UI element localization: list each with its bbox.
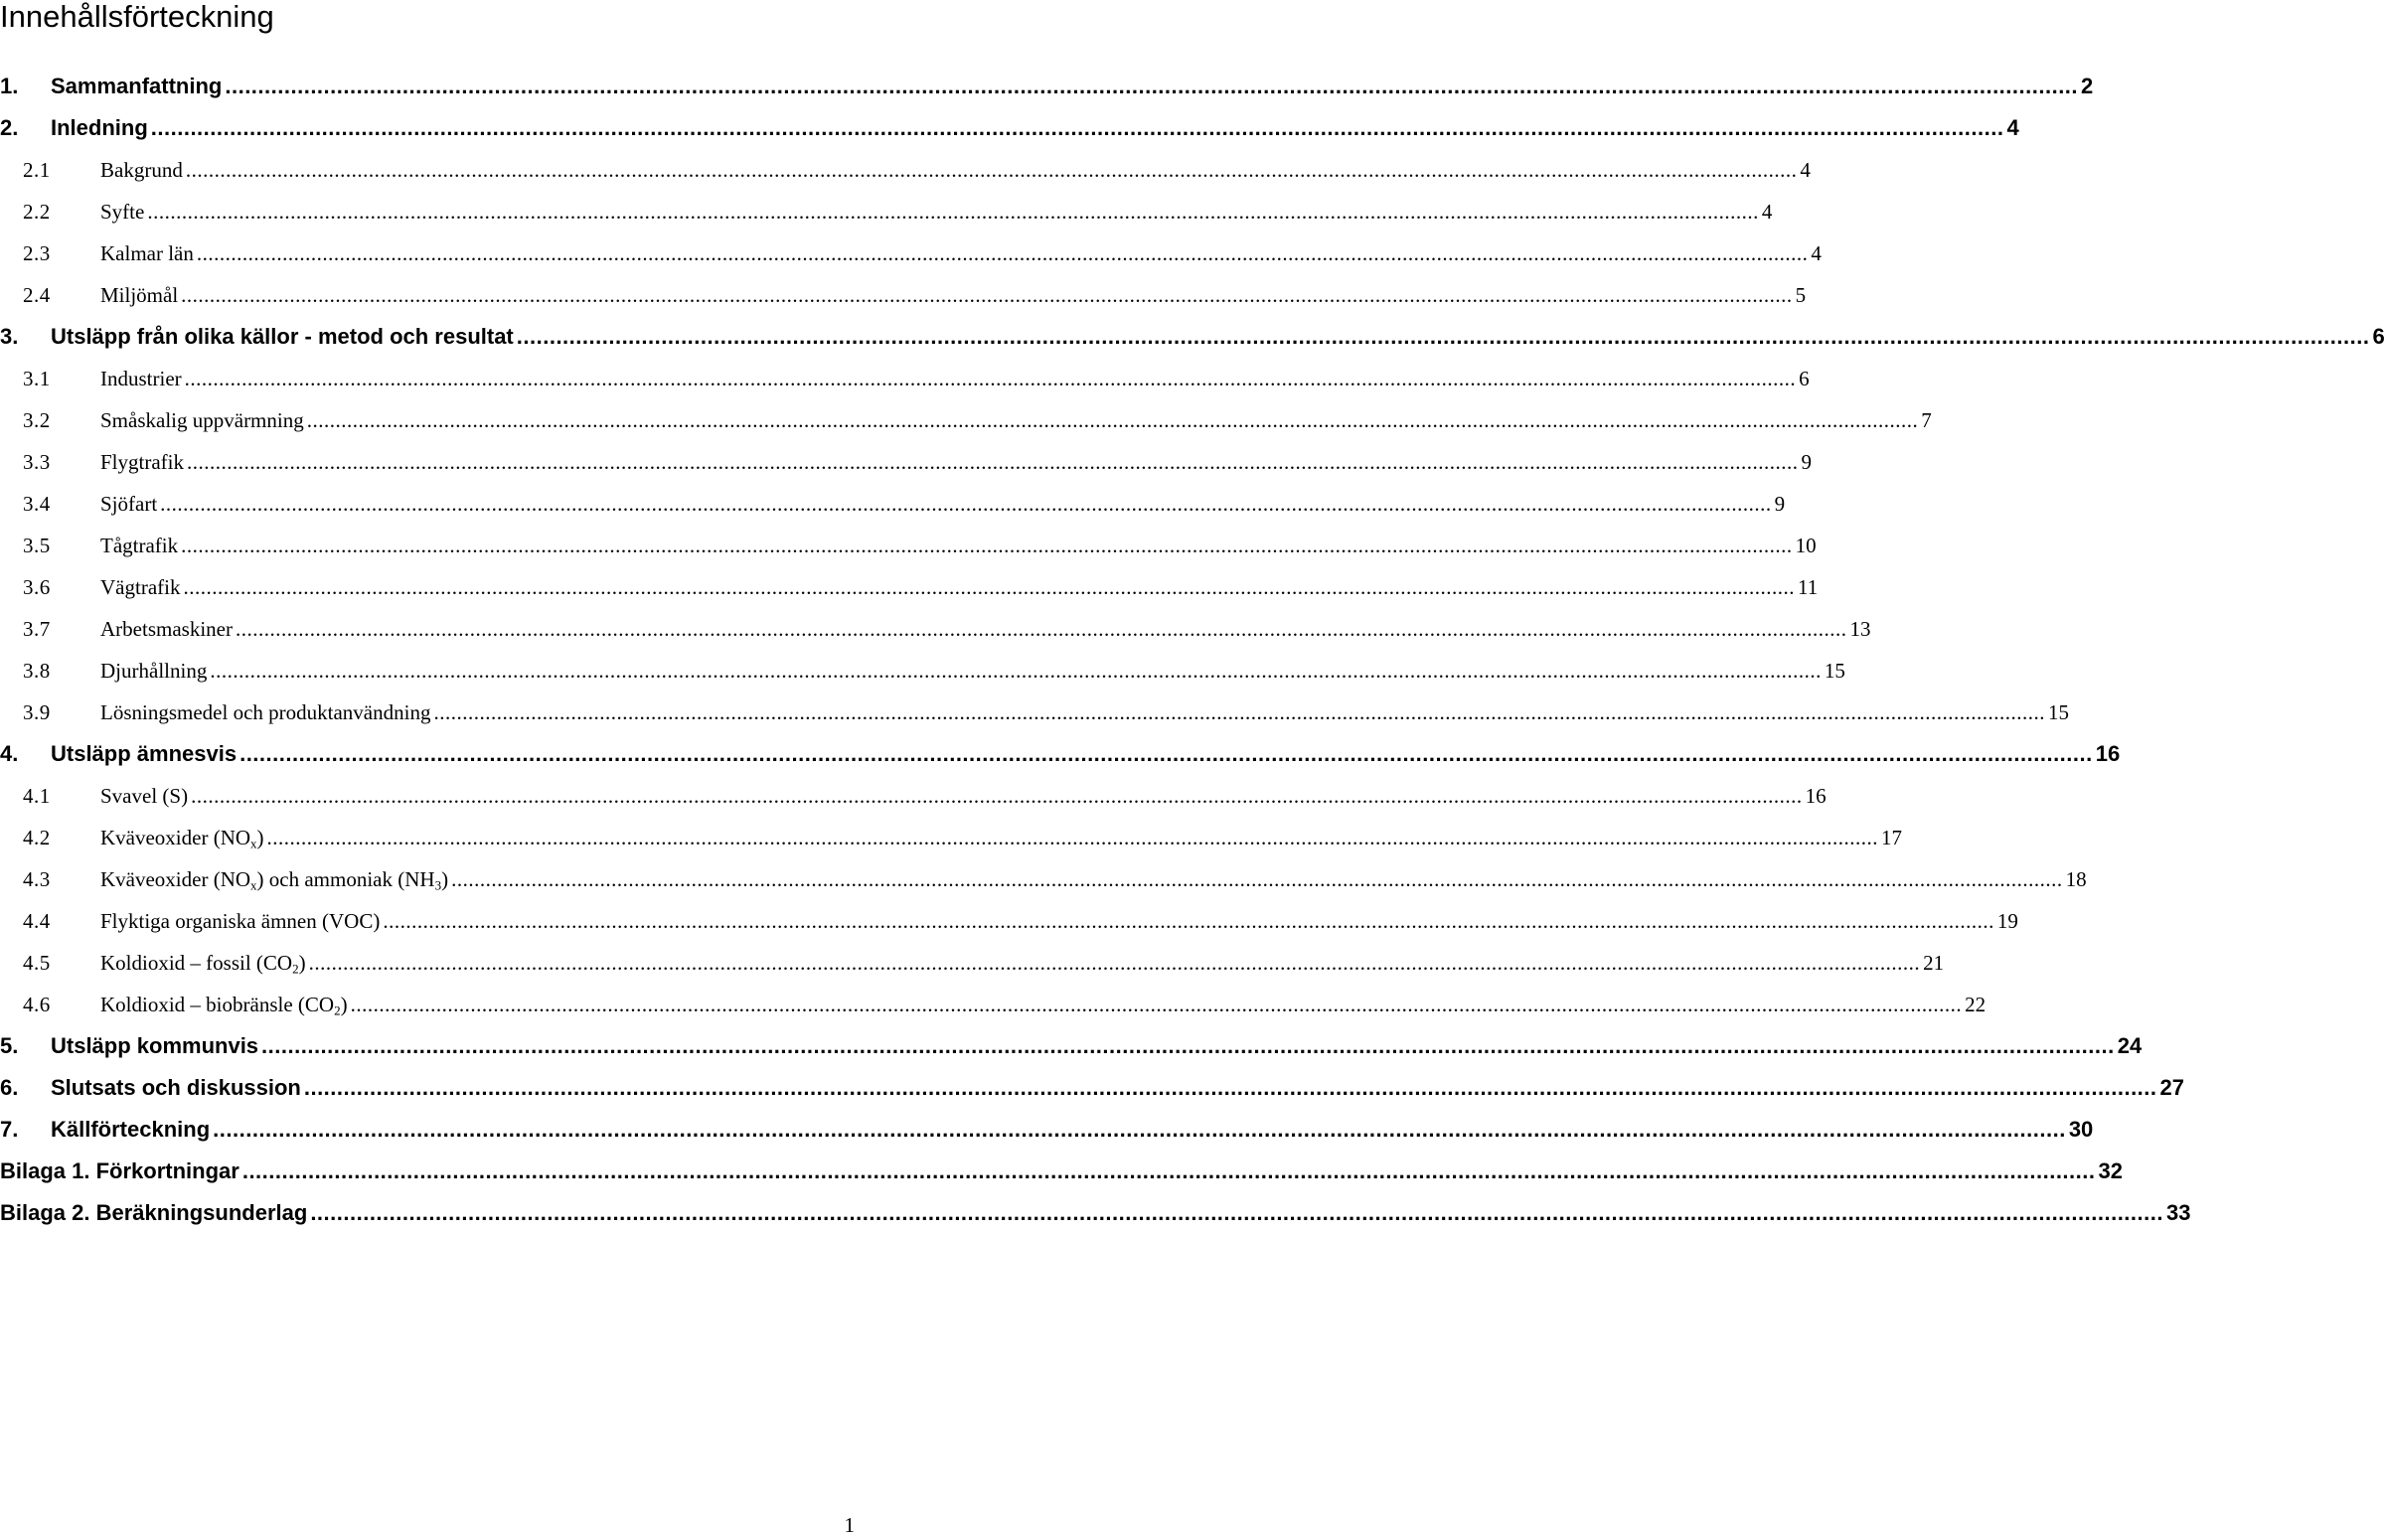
toc-entry-bakgrund[interactable]	[0, 141, 1811, 183]
toc-entry-tagtrafik[interactable]	[0, 517, 1817, 558]
toc-entry-utslapp-kallor[interactable]	[0, 308, 2385, 350]
toc-entry-slutsats[interactable]	[0, 1059, 2184, 1101]
toc-leader-dots: ..........................................................................................................................................................................................................................................................................................	[181, 283, 1793, 307]
table-of-contents	[0, 58, 2385, 1226]
toc-leader-dots: ..........................................................................................................................................................................................................................................................................................	[150, 115, 2004, 140]
toc-entry-voc[interactable]	[0, 892, 2018, 934]
toc-entry-sjofart[interactable]	[0, 475, 1786, 517]
toc-entry-page: 27	[2159, 1075, 2184, 1100]
toc-entry-label: Arbetsmaskiner	[100, 617, 233, 641]
toc-entry-page: 22	[1965, 993, 1987, 1016]
toc-entry-koldioxid-fossil[interactable]	[0, 934, 1945, 977]
toc-entry-label: Industrier	[100, 367, 182, 390]
toc-entry-page: 15	[1824, 659, 1845, 683]
toc-leader-dots: ..........................................................................................................................................................................................................................................................................................	[261, 1033, 2115, 1058]
toc-entry-page: 19	[1996, 909, 2018, 933]
toc-leader-dots: ..........................................................................................................................................................................................................................................................................................	[310, 1200, 2163, 1225]
toc-entry-page: 6	[1799, 367, 1810, 390]
toc-entry-page: 6	[2372, 324, 2385, 349]
toc-entry-bilaga-2[interactable]	[0, 1184, 2191, 1226]
toc-entry-label	[100, 951, 306, 976]
toc-entry-number: 4.6	[23, 993, 51, 1016]
toc-entry-number: 7.	[0, 1117, 19, 1142]
toc-entry-label: Utsläpp kommunvis	[51, 1033, 259, 1058]
toc-entry-label: Lösningsmedel och produktanvändning	[100, 700, 431, 724]
toc-entry-page: 9	[1774, 492, 1786, 516]
toc-leader-dots: ..........................................................................................................................................................................................................................................................................................	[350, 993, 1963, 1016]
toc-entry-page: 11	[1797, 575, 1819, 599]
toc-entry-label: Utsläpp från olika källor - metod och resultat	[51, 324, 514, 349]
toc-entry-label: Sjöfart	[100, 492, 158, 516]
toc-entry-number: 4.5	[23, 951, 51, 975]
toc-entry-kvaveoxider-ammoniak[interactable]	[0, 850, 2087, 893]
toc-entry-industrier[interactable]	[0, 350, 1810, 391]
toc-entry-number: 4.1	[23, 784, 51, 808]
label-subscript: x	[250, 836, 257, 851]
toc-entry-page: 24	[2117, 1033, 2143, 1058]
toc-entry-page: 17	[1881, 826, 1903, 849]
toc-entry-label: Bilaga 2. Beräkningsunderlag	[0, 1200, 308, 1225]
toc-leader-dots: ..........................................................................................................................................................................................................................................................................................	[308, 951, 1921, 975]
toc-leader-dots: ..........................................................................................................................................................................................................................................................................................	[235, 617, 1847, 641]
toc-entry-page: 2	[2081, 74, 2094, 98]
toc-leader-dots: ..........................................................................................................................................................................................................................................................................................	[181, 534, 1793, 557]
toc-entry-number: 2.1	[23, 158, 51, 182]
toc-entry-kalmar-lan[interactable]	[0, 225, 1822, 266]
label-part: Kväveoxider (NO	[100, 826, 251, 849]
label-part: Kväveoxider (NO	[100, 867, 251, 891]
toc-entry-label: Flygtrafik	[100, 450, 184, 474]
toc-entry-number: 3.3	[23, 450, 51, 474]
toc-leader-dots: ..........................................................................................................................................................................................................................................................................................	[516, 324, 2370, 349]
toc-entry-page: 30	[2068, 1117, 2094, 1142]
toc-entry-number: 3.9	[23, 700, 51, 724]
label-part: )	[340, 993, 348, 1016]
toc-entry-flygtrafik[interactable]	[0, 433, 1812, 475]
toc-entry-label: Miljömål	[100, 283, 179, 307]
toc-entry-number: 3.4	[23, 492, 51, 516]
label-part: )	[256, 826, 264, 849]
toc-entry-sammanfattning[interactable]	[0, 58, 2094, 99]
toc-leader-dots: ..........................................................................................................................................................................................................................................................................................	[183, 575, 1795, 599]
label-subscript: 2	[334, 1002, 341, 1018]
toc-entry-label: Bakgrund	[100, 158, 183, 182]
toc-entry-label: Kalmar län	[100, 241, 194, 265]
toc-leader-dots: ..........................................................................................................................................................................................................................................................................................	[266, 826, 1879, 849]
toc-entry-page: 16	[2095, 741, 2121, 766]
label-subscript: 3	[434, 877, 442, 893]
toc-entry-label: Vägtrafik	[100, 575, 181, 599]
toc-entry-number: 2.3	[23, 241, 51, 265]
toc-entry-label: Flyktiga organiska ämnen (VOC)	[100, 909, 381, 933]
toc-entry-page: 10	[1795, 534, 1817, 557]
toc-entry-label	[100, 993, 348, 1017]
toc-entry-utslapp-kommunvis[interactable]	[0, 1017, 2143, 1059]
toc-entry-kvaveoxider[interactable]	[0, 809, 1903, 851]
toc-entry-number: 2.	[0, 115, 19, 140]
toc-entry-label: Sammanfattning	[51, 74, 223, 98]
toc-leader-dots: ..........................................................................................................................................................................................................................................................................................	[187, 450, 1799, 474]
toc-entry-syfte[interactable]	[0, 183, 1773, 225]
toc-entry-page: 4	[1800, 158, 1811, 182]
toc-entry-page: 16	[1805, 784, 1827, 808]
toc-entry-number: 5.	[0, 1033, 19, 1058]
toc-entry-bilaga-1[interactable]	[0, 1143, 2123, 1184]
toc-entry-label	[100, 826, 264, 850]
toc-entry-label	[100, 867, 448, 892]
toc-leader-dots: ..........................................................................................................................................................................................................................................................................................	[306, 408, 1919, 432]
label-part: ) och ammoniak (NH	[256, 867, 435, 891]
toc-entry-arbetsmaskiner[interactable]	[0, 600, 1871, 642]
toc-entry-label: Tågtrafik	[100, 534, 179, 557]
toc-entry-number: 3.7	[23, 617, 51, 641]
toc-entry-page: 7	[1921, 408, 1932, 432]
toc-leader-dots: ..........................................................................................................................................................................................................................................................................................	[160, 492, 1772, 516]
toc-entry-kallforteckning[interactable]	[0, 1101, 2094, 1143]
toc-entry-page: 32	[2098, 1158, 2123, 1183]
toc-entry-page: 4	[2006, 115, 2019, 140]
toc-entry-label: Slutsats och diskussion	[51, 1075, 301, 1100]
toc-entry-number: 3.	[0, 324, 19, 349]
toc-entry-page: 18	[2065, 867, 2087, 891]
toc-entry-losningsmedel[interactable]	[0, 684, 2069, 725]
label-part: Koldioxid – fossil (CO	[100, 951, 293, 975]
toc-entry-page: 33	[2165, 1200, 2191, 1225]
toc-entry-number: 3.5	[23, 534, 51, 557]
toc-entry-label: Djurhållning	[100, 659, 208, 683]
toc-entry-number: 4.	[0, 741, 19, 766]
toc-entry-page: 4	[1761, 200, 1773, 224]
toc-entry-number: 4.3	[23, 867, 51, 891]
toc-entry-utslapp-amnesvis[interactable]	[0, 725, 2121, 767]
toc-entry-number: 1.	[0, 74, 19, 98]
toc-entry-label: Inledning	[51, 115, 148, 140]
toc-entry-label: Källförteckning	[51, 1117, 211, 1142]
toc-entry-number: 3.6	[23, 575, 51, 599]
toc-entry-label: Utsläpp ämnesvis	[51, 741, 238, 766]
label-subscript: 2	[292, 961, 299, 977]
toc-leader-dots: ..........................................................................................................................................................................................................................................................................................	[383, 909, 1994, 933]
toc-entry-koldioxid-biobransle[interactable]	[0, 976, 1987, 1018]
toc-leader-dots: ..........................................................................................................................................................................................................................................................................................	[225, 74, 2079, 98]
toc-entry-page: 21	[1923, 951, 1945, 975]
toc-entry-number: 3.2	[23, 408, 51, 432]
toc-leader-dots: ..........................................................................................................................................................................................................................................................................................	[147, 200, 1759, 224]
toc-entry-svavel[interactable]	[0, 767, 1827, 809]
toc-leader-dots: ..........................................................................................................................................................................................................................................................................................	[213, 1117, 2066, 1142]
toc-entry-page: 9	[1801, 450, 1812, 474]
toc-entry-label: Småskalig uppvärmning	[100, 408, 304, 432]
toc-entry-number: 6.	[0, 1075, 19, 1100]
toc-entry-djurhallning[interactable]	[0, 642, 1845, 684]
label-part: )	[441, 867, 449, 891]
toc-leader-dots: ..........................................................................................................................................................................................................................................................................................	[303, 1075, 2157, 1100]
toc-entry-page: 4	[1811, 241, 1822, 265]
toc-entry-page: 15	[2047, 700, 2069, 724]
toc-entry-number: 3.1	[23, 367, 51, 390]
toc-leader-dots: ..........................................................................................................................................................................................................................................................................................	[451, 867, 2063, 891]
toc-entry-miljomal[interactable]	[0, 266, 1807, 308]
toc-entry-number: 3.8	[23, 659, 51, 683]
toc-entry-vagtrafik[interactable]	[0, 558, 1819, 600]
toc-leader-dots: ..........................................................................................................................................................................................................................................................................................	[210, 659, 1822, 683]
toc-leader-dots: ..........................................................................................................................................................................................................................................................................................	[241, 1158, 2096, 1183]
toc-entry-inledning[interactable]	[0, 99, 2019, 141]
page-title: Innehållsförteckning	[0, 0, 274, 34]
toc-entry-label: Svavel (S)	[100, 784, 189, 808]
toc-entry-label: Syfte	[100, 200, 145, 224]
toc-entry-page: 5	[1795, 283, 1807, 307]
toc-leader-dots: ..........................................................................................................................................................................................................................................................................................	[184, 367, 1797, 390]
toc-leader-dots: ..........................................................................................................................................................................................................................................................................................	[196, 241, 1809, 265]
label-part: )	[298, 951, 306, 975]
toc-leader-dots: ..........................................................................................................................................................................................................................................................................................	[433, 700, 2045, 724]
toc-leader-dots: ..........................................................................................................................................................................................................................................................................................	[239, 741, 2093, 766]
toc-entry-label: Bilaga 1. Förkortningar	[0, 1158, 239, 1183]
label-subscript: x	[250, 877, 257, 893]
toc-entry-page: 13	[1849, 617, 1871, 641]
toc-leader-dots: ..........................................................................................................................................................................................................................................................................................	[185, 158, 1798, 182]
page-number: 1	[844, 1513, 855, 1537]
toc-entry-number: 2.4	[23, 283, 51, 307]
toc-entry-number: 4.4	[23, 909, 51, 933]
toc-entry-smaskalig-uppvarmning[interactable]	[0, 391, 1932, 433]
label-part: Koldioxid – biobränsle (CO	[100, 993, 335, 1016]
toc-entry-number: 2.2	[23, 200, 51, 224]
toc-entry-number: 4.2	[23, 826, 51, 849]
toc-leader-dots: ..........................................................................................................................................................................................................................................................................................	[191, 784, 1803, 808]
